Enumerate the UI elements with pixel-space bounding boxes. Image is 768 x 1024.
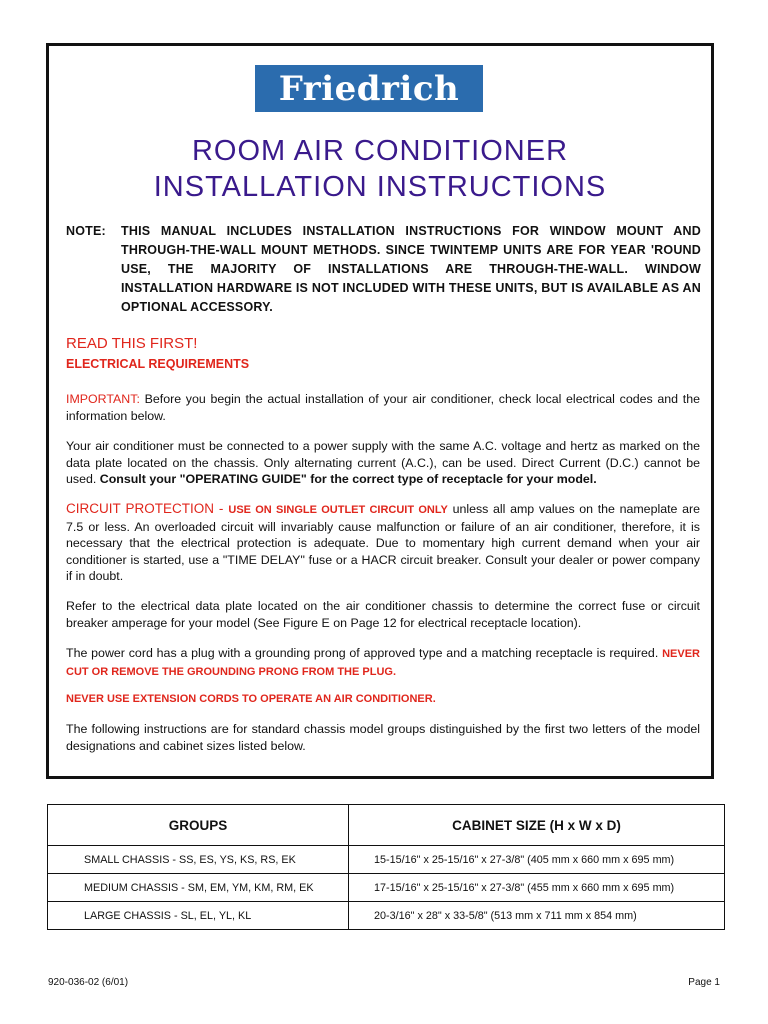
power-supply-text: Your air conditioner must be connected to a power supply with the same A.C. voltage and hertz as marked on the data plate located on the chassis. Only alternating current (A.C.), can be used. Direct Current (D.C.) cannot be used.	[66, 439, 700, 486]
friedrich-logo	[255, 65, 483, 112]
extension-cord-warning-paragraph	[66, 690, 700, 708]
groups-header: GROUPS	[48, 805, 349, 846]
table-row	[48, 902, 725, 930]
power-cord-text: The power cord has a plug with a grounding prong of approved type and a matching receptacle is required.	[66, 646, 659, 660]
document-number: 920-036-02 (6/01)	[48, 977, 129, 988]
model-groups-intro-paragraph: The following instructions are for standard chassis model groups distinguished by the first two letters of the model designations and cabinet sizes listed below.	[66, 722, 700, 753]
power-supply-bold-text: Consult your "OPERATING GUIDE" for the correct type of receptacle for your model.	[99, 472, 597, 486]
size-cell: 17-15/16" x 25-15/16" x 27-3/8" (455 mm x 660 mm x 695 mm)	[349, 874, 725, 902]
table-row	[48, 874, 725, 902]
group-cell: MEDIUM CHASSIS - SM, EM, YM, KM, RM, EK	[48, 874, 349, 902]
extension-cord-warning: NEVER USE EXTENSION CORDS TO OPERATE AN AIR CONDITIONER.	[66, 693, 436, 705]
circuit-protection-emphasis: USE ON SINGLE OUTLET CIRCUIT ONLY	[228, 504, 448, 516]
note-label: NOTE:	[66, 224, 106, 238]
document-title-line2: INSTALLATION INSTRUCTIONS	[153, 171, 607, 203]
circuit-protection-text: unless all amp values on the nameplate are 7.5 or less. An overloaded circuit will invariably cause malfunction or failure of an air conditioner, therefore, it is necessary that the electrical protection is adequate. Due to momentary high current demand when your air conditioner is started, use a "TIME DELAY" fuse or a HACR circuit breaker. Consult your dealer or power company if in doubt.	[66, 502, 701, 583]
cabinet-size-header: CABINET SIZE (H x W x D)	[349, 805, 725, 846]
cabinet-size-table	[47, 804, 725, 930]
page-number: Page 1	[688, 977, 720, 988]
read-first-heading: READ THIS FIRST!	[66, 335, 198, 352]
note-text: THIS MANUAL INCLUDES INSTALLATION INSTRUCTIONS FOR WINDOW MOUNT AND THROUGH-THE-WALL MOUNT METHODS. SINCE TWINTEMP UNITS ARE FOR YEAR 'ROUND USE, THE MAJORITY OF INSTALLATIONS ARE THROUGH-THE-WALL. WINDOW INSTALLATION HARDWARE IS NOT INCLUDED WITH THESE UNITS, BUT IS AVAILABLE AS AN OPTIONAL ACCESSORY.	[121, 224, 701, 314]
size-cell: 15-15/16" x 25-15/16" x 27-3/8" (405 mm x 660 mm x 695 mm)	[349, 846, 725, 874]
table-header-row	[48, 805, 725, 846]
data-plate-paragraph: Refer to the electrical data plate located on the air conditioner chassis to determine the correct fuse or circuit breaker amperage for your model (See Figure E on Page 12 for electrical receptacle location).	[66, 599, 700, 630]
circuit-protection-label: CIRCUIT PROTECTION -	[66, 501, 229, 516]
power-supply-paragraph	[66, 438, 700, 488]
logo-text: Friedrich	[278, 68, 460, 109]
table-row	[48, 846, 725, 874]
important-label: IMPORTANT:	[66, 392, 140, 406]
size-cell: 20-3/16" x 28" x 33-5/8" (513 mm x 711 mm x 854 mm)	[349, 902, 725, 930]
important-paragraph	[66, 391, 700, 424]
important-text: Before you begin the actual installation of your air conditioner, check local electrical codes and the information below.	[66, 392, 700, 423]
circuit-protection-paragraph	[66, 501, 700, 585]
document-title-line1: ROOM AIR CONDITIONER	[191, 135, 569, 167]
grounding-prong-warning: NEVER CUT OR REMOVE THE GROUNDING PRONG FROM THE PLUG.	[66, 648, 700, 678]
group-cell: SMALL CHASSIS - SS, ES, YS, KS, RS, EK	[48, 846, 349, 874]
power-cord-paragraph	[66, 645, 700, 680]
group-cell: LARGE CHASSIS - SL, EL, YL, KL	[48, 902, 349, 930]
electrical-requirements-heading: ELECTRICAL REQUIREMENTS	[66, 357, 250, 371]
